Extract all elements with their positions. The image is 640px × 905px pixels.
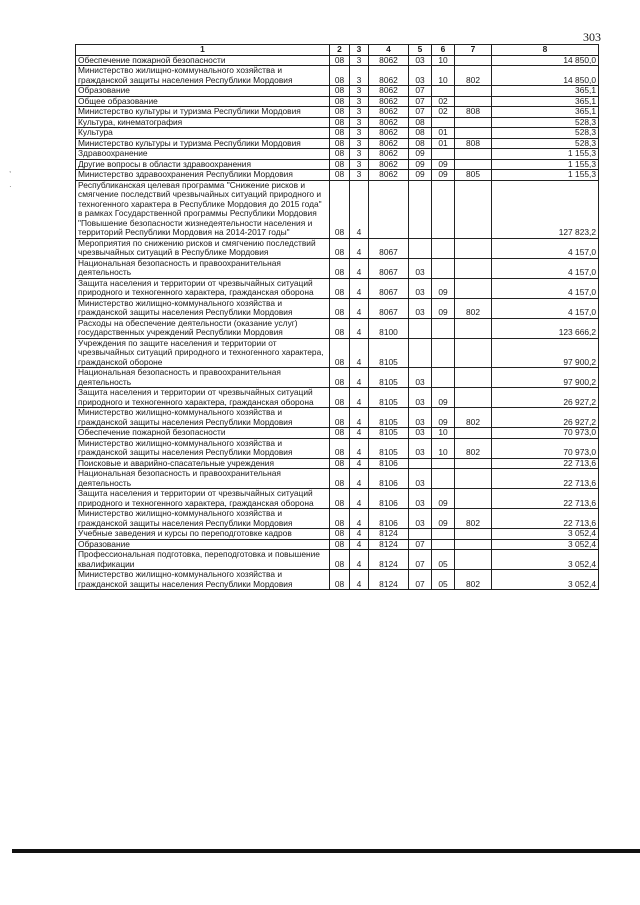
code-cell: 08	[330, 458, 350, 469]
code-cell: 8062	[369, 138, 409, 149]
code-cell	[409, 529, 432, 540]
name-cell: Обеспечение пожарной безопасности	[76, 428, 330, 439]
code-cell	[432, 338, 455, 368]
code-cell: 4	[350, 489, 369, 509]
code-cell: 08	[330, 368, 350, 388]
name-cell: Министерство здравоохранения Республики Мордовия	[76, 170, 330, 181]
code-cell: 08	[330, 489, 350, 509]
name-cell: Обеспечение пожарной безопасности	[76, 55, 330, 66]
code-cell: 08	[330, 170, 350, 181]
code-cell: 8124	[369, 550, 409, 570]
code-cell: 09	[432, 408, 455, 428]
amount-cell: 97 900,2	[492, 368, 599, 388]
code-cell: 09	[432, 509, 455, 529]
code-cell	[455, 128, 492, 139]
amount-cell: 3 052,4	[492, 550, 599, 570]
name-cell: Республиканская целевая программа "Снижение рисков и смягчение последствий чрезвычайных ситуаций природного и техногенного характера в Республике Мордовия до 2015 года" в рамках Государственной программы Республики Мордовия "Повышение безопасности жизнедеятельности населения и территорий Республики Мордовия на 2014-2017 годы"	[76, 180, 330, 238]
table-row	[76, 107, 599, 118]
code-cell: 09	[409, 159, 432, 170]
table-row	[76, 438, 599, 458]
table-header-row	[76, 45, 599, 56]
amount-cell: 22 713,6	[492, 469, 599, 489]
code-cell: 802	[455, 66, 492, 86]
side-mark: ,	[9, 165, 12, 174]
code-cell	[455, 149, 492, 160]
code-cell: 8067	[369, 238, 409, 258]
code-cell: 03	[409, 278, 432, 298]
code-cell: 03	[409, 489, 432, 509]
table-row	[76, 258, 599, 278]
table-row	[76, 539, 599, 550]
code-cell	[432, 539, 455, 550]
code-cell: 08	[330, 96, 350, 107]
code-cell: 03	[409, 428, 432, 439]
code-cell: 8062	[369, 66, 409, 86]
column-header: 6	[432, 45, 455, 56]
code-cell: 3	[350, 107, 369, 118]
code-cell: 07	[409, 107, 432, 118]
code-cell: 4	[350, 539, 369, 550]
code-cell	[455, 318, 492, 338]
code-cell: 08	[330, 388, 350, 408]
code-cell: 4	[350, 368, 369, 388]
code-cell	[455, 86, 492, 97]
amount-cell: 22 713,6	[492, 509, 599, 529]
code-cell: 4	[350, 550, 369, 570]
code-cell: 8062	[369, 159, 409, 170]
code-cell: 09	[432, 278, 455, 298]
code-cell: 07	[409, 96, 432, 107]
code-cell: 8105	[369, 408, 409, 428]
code-cell	[432, 368, 455, 388]
name-cell: Учебные заведения и курсы по переподготовке кадров	[76, 529, 330, 540]
name-cell: Здравоохранение	[76, 149, 330, 160]
code-cell: 08	[330, 428, 350, 439]
code-cell: 08	[330, 338, 350, 368]
code-cell	[432, 149, 455, 160]
code-cell: 08	[330, 238, 350, 258]
code-cell: 05	[432, 550, 455, 570]
name-cell: Министерство жилищно-коммунального хозяйства и гражданской защиты населения Республики Мордовия	[76, 298, 330, 318]
code-cell: 03	[409, 368, 432, 388]
code-cell: 802	[455, 509, 492, 529]
code-cell: 10	[432, 428, 455, 439]
column-header: 7	[455, 45, 492, 56]
code-cell: 8105	[369, 338, 409, 368]
name-cell: Учреждения по защите населения и территории от чрезвычайных ситуаций природного и техногенного характера, гражданской обороне	[76, 338, 330, 368]
code-cell: 08	[330, 469, 350, 489]
code-cell: 3	[350, 128, 369, 139]
code-cell	[455, 180, 492, 238]
name-cell: Министерство жилищно-коммунального хозяйства и гражданской защиты населения Республики Мордовия	[76, 438, 330, 458]
code-cell: 8106	[369, 509, 409, 529]
code-cell: 10	[432, 55, 455, 66]
amount-cell: 14 850,0	[492, 66, 599, 86]
code-cell: 03	[409, 258, 432, 278]
code-cell: 8062	[369, 96, 409, 107]
code-cell: 08	[330, 107, 350, 118]
code-cell: 8062	[369, 170, 409, 181]
table-row	[76, 570, 599, 590]
code-cell: 4	[350, 258, 369, 278]
code-cell: 09	[432, 170, 455, 181]
code-cell: 08	[330, 438, 350, 458]
name-cell: Общее образование	[76, 96, 330, 107]
code-cell: 08	[330, 539, 350, 550]
code-cell: 3	[350, 170, 369, 181]
code-cell: 8100	[369, 318, 409, 338]
code-cell: 4	[350, 428, 369, 439]
amount-cell: 22 713,6	[492, 489, 599, 509]
code-cell: 10	[432, 66, 455, 86]
code-cell: 08	[330, 529, 350, 540]
side-mark: ·	[9, 182, 12, 191]
table-row	[76, 66, 599, 86]
amount-cell: 4 157,0	[492, 258, 599, 278]
code-cell: 8062	[369, 107, 409, 118]
code-cell: 4	[350, 238, 369, 258]
code-cell: 3	[350, 159, 369, 170]
code-cell: 8124	[369, 570, 409, 590]
code-cell: 8106	[369, 489, 409, 509]
code-cell: 03	[409, 509, 432, 529]
amount-cell: 365,1	[492, 96, 599, 107]
code-cell: 09	[409, 170, 432, 181]
code-cell	[432, 458, 455, 469]
code-cell: 4	[350, 469, 369, 489]
name-cell: Мероприятия по снижению рисков и смягчению последствий чрезвычайных ситуаций в Республике Мордовия	[76, 238, 330, 258]
code-cell: 808	[455, 107, 492, 118]
table-row	[76, 368, 599, 388]
code-cell: 8062	[369, 55, 409, 66]
amount-cell: 1 155,3	[492, 149, 599, 160]
amount-cell: 1 155,3	[492, 159, 599, 170]
amount-cell: 528,3	[492, 128, 599, 139]
name-cell: Национальная безопасность и правоохранительная деятельность	[76, 368, 330, 388]
code-cell	[455, 338, 492, 368]
code-cell: 3	[350, 55, 369, 66]
code-cell: 02	[432, 107, 455, 118]
code-cell: 8067	[369, 258, 409, 278]
code-cell: 03	[409, 408, 432, 428]
code-cell: 8105	[369, 438, 409, 458]
table-row	[76, 180, 599, 238]
code-cell: 802	[455, 438, 492, 458]
code-cell: 08	[330, 180, 350, 238]
table-row	[76, 469, 599, 489]
code-cell: 8062	[369, 149, 409, 160]
code-cell: 08	[330, 138, 350, 149]
amount-cell: 70 973,0	[492, 438, 599, 458]
bottom-rule	[12, 849, 640, 853]
code-cell: 8106	[369, 458, 409, 469]
code-cell: 03	[409, 388, 432, 408]
amount-cell: 26 927,2	[492, 408, 599, 428]
code-cell	[409, 458, 432, 469]
code-cell: 08	[330, 86, 350, 97]
amount-cell: 3 052,4	[492, 539, 599, 550]
code-cell: 03	[409, 66, 432, 86]
table-row	[76, 298, 599, 318]
page-number: 303	[583, 30, 601, 44]
table-row	[76, 138, 599, 149]
code-cell: 07	[409, 86, 432, 97]
code-cell	[455, 238, 492, 258]
amount-cell: 365,1	[492, 107, 599, 118]
name-cell: Другие вопросы в области здравоохранения	[76, 159, 330, 170]
table-row	[76, 86, 599, 97]
code-cell	[432, 258, 455, 278]
table-row	[76, 170, 599, 181]
code-cell: 8067	[369, 298, 409, 318]
code-cell: 3	[350, 149, 369, 160]
name-cell: Министерство культуры и туризма Республики Мордовия	[76, 107, 330, 118]
code-cell: 08	[330, 278, 350, 298]
code-cell	[455, 550, 492, 570]
code-cell	[455, 539, 492, 550]
code-cell: 07	[409, 539, 432, 550]
table-row	[76, 238, 599, 258]
table-row	[76, 55, 599, 66]
amount-cell: 127 823,2	[492, 180, 599, 238]
amount-cell: 123 666,2	[492, 318, 599, 338]
column-header: 8	[492, 45, 599, 56]
amount-cell: 528,3	[492, 117, 599, 128]
code-cell: 8106	[369, 469, 409, 489]
name-cell: Культура, кинематография	[76, 117, 330, 128]
amount-cell: 4 157,0	[492, 298, 599, 318]
code-cell: 03	[409, 55, 432, 66]
code-cell: 10	[432, 438, 455, 458]
code-cell: 4	[350, 438, 369, 458]
column-header: 4	[369, 45, 409, 56]
code-cell: 09	[432, 388, 455, 408]
code-cell: 4	[350, 180, 369, 238]
code-cell: 802	[455, 570, 492, 590]
table-row	[76, 318, 599, 338]
code-cell	[455, 489, 492, 509]
code-cell: 4	[350, 338, 369, 368]
code-cell	[409, 238, 432, 258]
column-header: 5	[409, 45, 432, 56]
code-cell	[455, 469, 492, 489]
code-cell: 08	[330, 159, 350, 170]
name-cell: Министерство жилищно-коммунального хозяйства и гражданской защиты населения Республики Мордовия	[76, 509, 330, 529]
table-row	[76, 117, 599, 128]
column-header: 3	[350, 45, 369, 56]
code-cell: 08	[330, 258, 350, 278]
code-cell	[455, 529, 492, 540]
column-header: 2	[330, 45, 350, 56]
code-cell: 808	[455, 138, 492, 149]
code-cell: 4	[350, 318, 369, 338]
table-row	[76, 408, 599, 428]
name-cell: Министерство культуры и туризма Республики Мордовия	[76, 138, 330, 149]
amount-cell: 26 927,2	[492, 388, 599, 408]
table-body	[76, 55, 599, 590]
code-cell: 8062	[369, 128, 409, 139]
name-cell: Национальная безопасность и правоохранительная деятельность	[76, 258, 330, 278]
code-cell: 8124	[369, 539, 409, 550]
table-row	[76, 550, 599, 570]
code-cell: 4	[350, 529, 369, 540]
code-cell: 3	[350, 66, 369, 86]
code-cell: 03	[409, 438, 432, 458]
code-cell	[455, 368, 492, 388]
name-cell: Министерство жилищно-коммунального хозяйства и гражданской защиты населения Республики Мордовия	[76, 408, 330, 428]
code-cell: 8124	[369, 529, 409, 540]
code-cell: 08	[330, 298, 350, 318]
amount-cell: 1 155,3	[492, 170, 599, 181]
table-row	[76, 458, 599, 469]
code-cell: 08	[330, 128, 350, 139]
code-cell: 09	[432, 159, 455, 170]
amount-cell: 4 157,0	[492, 238, 599, 258]
column-header: 1	[76, 45, 330, 56]
code-cell	[432, 318, 455, 338]
code-cell	[432, 469, 455, 489]
amount-cell: 3 052,4	[492, 529, 599, 540]
code-cell: 03	[409, 469, 432, 489]
name-cell: Защита населения и территории от чрезвычайных ситуаций природного и техногенного характера, гражданская оборона	[76, 388, 330, 408]
code-cell: 4	[350, 298, 369, 318]
table-row	[76, 149, 599, 160]
code-cell: 08	[409, 128, 432, 139]
code-cell: 8105	[369, 428, 409, 439]
code-cell: 4	[350, 388, 369, 408]
code-cell	[409, 318, 432, 338]
code-cell	[455, 388, 492, 408]
code-cell	[455, 458, 492, 469]
code-cell: 08	[330, 318, 350, 338]
name-cell: Поисковые и аварийно-спасательные учреждения	[76, 458, 330, 469]
code-cell: 02	[432, 96, 455, 107]
code-cell: 3	[350, 96, 369, 107]
table-row	[76, 338, 599, 368]
code-cell: 07	[409, 550, 432, 570]
code-cell: 3	[350, 117, 369, 128]
name-cell: Министерство жилищно-коммунального хозяйства и гражданской защиты населения Республики Мордовия	[76, 570, 330, 590]
code-cell: 4	[350, 408, 369, 428]
code-cell: 08	[409, 117, 432, 128]
amount-cell: 14 850,0	[492, 55, 599, 66]
code-cell: 08	[330, 550, 350, 570]
name-cell: Защита населения и территории от чрезвычайных ситуаций природного и техногенного характера, гражданская оборона	[76, 278, 330, 298]
code-cell: 802	[455, 298, 492, 318]
code-cell: 8105	[369, 368, 409, 388]
code-cell: 08	[330, 570, 350, 590]
code-cell: 805	[455, 170, 492, 181]
code-cell: 01	[432, 138, 455, 149]
table-row	[76, 509, 599, 529]
amount-cell: 528,3	[492, 138, 599, 149]
code-cell: 09	[432, 489, 455, 509]
code-cell	[409, 338, 432, 368]
code-cell: 8062	[369, 86, 409, 97]
code-cell: 3	[350, 138, 369, 149]
code-cell: 8105	[369, 388, 409, 408]
code-cell: 4	[350, 458, 369, 469]
code-cell	[455, 258, 492, 278]
code-cell	[455, 55, 492, 66]
table-row	[76, 529, 599, 540]
code-cell	[432, 238, 455, 258]
table-row	[76, 159, 599, 170]
name-cell: Министерство жилищно-коммунального хозяйства и гражданской защиты населения Республики Мордовия	[76, 66, 330, 86]
code-cell: 08	[409, 138, 432, 149]
name-cell: Расходы на обеспечение деятельности (оказание услуг) государственных учреждений Республики Мордовия	[76, 318, 330, 338]
code-cell: 08	[330, 408, 350, 428]
table-row	[76, 428, 599, 439]
code-cell	[432, 86, 455, 97]
code-cell: 05	[432, 570, 455, 590]
code-cell: 08	[330, 117, 350, 128]
name-cell: Профессиональная подготовка, переподготовка и повышение квалификации	[76, 550, 330, 570]
code-cell: 802	[455, 408, 492, 428]
code-cell: 8062	[369, 117, 409, 128]
code-cell	[409, 180, 432, 238]
code-cell	[432, 180, 455, 238]
code-cell: 09	[409, 149, 432, 160]
amount-cell: 97 900,2	[492, 338, 599, 368]
budget-table	[75, 44, 599, 590]
code-cell: 09	[432, 298, 455, 318]
code-cell: 07	[409, 570, 432, 590]
code-cell	[432, 529, 455, 540]
code-cell: 08	[330, 66, 350, 86]
table-row	[76, 489, 599, 509]
code-cell: 4	[350, 570, 369, 590]
code-cell: 4	[350, 509, 369, 529]
amount-cell: 4 157,0	[492, 278, 599, 298]
code-cell: 4	[350, 278, 369, 298]
amount-cell: 365,1	[492, 86, 599, 97]
name-cell: Культура	[76, 128, 330, 139]
amount-cell: 3 052,4	[492, 570, 599, 590]
code-cell	[455, 278, 492, 298]
table-row	[76, 388, 599, 408]
code-cell	[455, 96, 492, 107]
name-cell: Национальная безопасность и правоохранительная деятельность	[76, 469, 330, 489]
table-row	[76, 128, 599, 139]
code-cell: 8067	[369, 278, 409, 298]
code-cell	[455, 159, 492, 170]
code-cell	[369, 180, 409, 238]
table-row	[76, 278, 599, 298]
code-cell: 08	[330, 55, 350, 66]
code-cell	[455, 428, 492, 439]
amount-cell: 70 973,0	[492, 428, 599, 439]
name-cell: Защита населения и территории от чрезвычайных ситуаций природного и техногенного характера, гражданская оборона	[76, 489, 330, 509]
name-cell: Образование	[76, 539, 330, 550]
code-cell	[455, 117, 492, 128]
amount-cell: 22 713,6	[492, 458, 599, 469]
code-cell: 3	[350, 86, 369, 97]
table-row	[76, 96, 599, 107]
code-cell: 03	[409, 298, 432, 318]
code-cell: 08	[330, 509, 350, 529]
code-cell: 01	[432, 128, 455, 139]
code-cell	[432, 117, 455, 128]
name-cell: Образование	[76, 86, 330, 97]
code-cell: 08	[330, 149, 350, 160]
